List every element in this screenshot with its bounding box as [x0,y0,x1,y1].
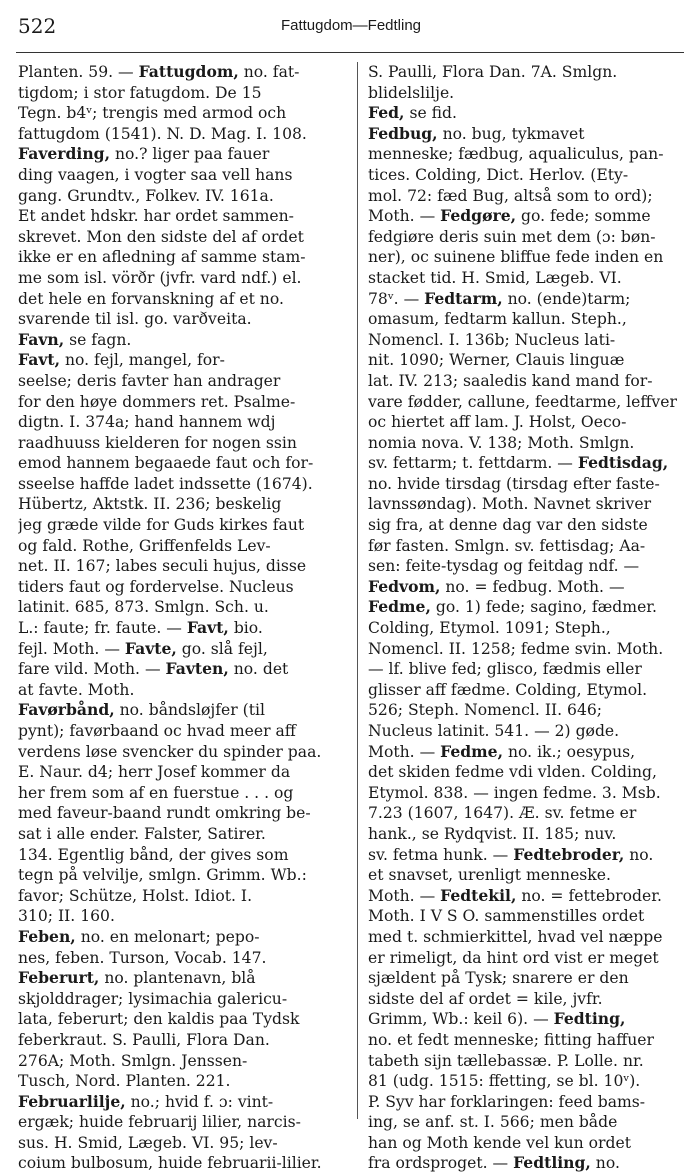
text-run: det hele en forvanskning af et no. [18,289,284,308]
text-run: no. = fettebroder. [516,886,662,905]
text-line [18,1030,347,1051]
text-run: digtn. I. 374a; hand hannem wdj [18,413,276,432]
text-line [368,989,684,1010]
text-line [368,350,684,371]
text-run: verdens løse svencker du spinder paa. [18,742,322,761]
text-run: Nucleus latinit. 541. — 2) gøde. [368,722,620,740]
text-line [368,247,684,268]
text-run: med faveur-baand rundt omkring be- [18,804,311,823]
text-line [18,515,347,536]
text-run: stacket tid. H. Smid, Lægeb. VI. [368,268,622,287]
text-line [368,186,684,207]
text-run: Etymol. 838. — ingen fedme. 3. Msb. [368,783,661,802]
text-line [18,845,347,866]
text-run: 81 (udg. 1515: ffetting, se bl. 10ᵛ). [368,1072,641,1091]
text-run: svarende til isl. go. varðveita. [18,310,252,329]
text-run: blidelsliljе. [368,83,455,102]
text-run: no.? liger paa fauer [110,145,270,164]
text-line [368,865,684,886]
text-run: Moth. — [368,886,441,905]
text-run: Colding, Etymol. 1091; Steph., [368,619,611,638]
text-line [18,165,347,186]
text-line [368,103,684,124]
running-head: Fattugdom—Fedtling [280,17,422,34]
text-run: tices. Colding, Dict. Herlov. (Ety- [368,165,629,184]
text-run: se fagn. [64,330,132,349]
text-line [18,144,347,165]
text-line [368,412,684,433]
text-run: skjolddrager; lysimachia galericu- [18,989,288,1008]
text-run: Hübertz, Aktstk. II. 236; beskelig [18,495,282,514]
text-run: go. slå fejl, [176,639,268,658]
text-line [368,268,684,289]
text-line [18,927,347,948]
text-run: ikke er en afledning af samme stam- [18,248,306,267]
text-line [368,906,684,927]
text-run: nit. 1090; Werner, Clauis linguæ [368,351,625,370]
text-run: gang. Grundtv., Folkev. IV. 161a. [18,186,274,205]
text-run: Moth. — [368,207,441,226]
header-rule [16,52,684,53]
text-run: net. II. 167; labes seculi hujus, disse [18,557,307,576]
text-run: sig fra, at denne dag var den sidste [368,516,648,535]
text-run: vare fødder, callune, feedtarme, leffver [368,392,677,411]
text-run: no. det [228,660,289,679]
text-run: no. [624,845,654,864]
text-run: Moth. — [368,742,441,761]
text-run: og fald. Rothe, Griffenfelds Lev- [18,536,271,555]
text-run: 78ᵛ. — [368,289,425,308]
text-line [368,762,684,783]
text-run: 7.23 (1607, 1647). Æ. sv. fetme er [368,804,637,823]
text-line [18,783,347,804]
text-run: Moth. I V S O. sammenstilles ordet [368,907,645,926]
text-line [18,1071,347,1092]
text-line [18,309,347,330]
text-line [18,865,347,886]
text-run: — lf. blive fed; glisco, fædmis eller [368,660,642,679]
text-line [368,927,684,948]
text-run: P. Syv har forklaringen: feed bams- [368,1092,646,1111]
text-line [18,742,347,763]
text-run: glisser aff fædme. Colding, Etymol. [368,680,648,699]
text-line [368,289,684,310]
text-run: omasum, fedtarm kallun. Steph., [368,310,627,329]
text-line [18,371,347,392]
headword: Faverding, [18,144,111,164]
text-line [368,639,684,660]
text-run: hank., se Rydqvist. II. 185; nuv. [368,824,617,843]
text-run: pynt); favørbaand oc hvad meer aff [18,722,296,740]
text-line [368,577,684,598]
text-run: tigdom; i stor fatugdom. De 15 [18,83,262,102]
headword: Fedvom, [368,576,441,596]
text-line [18,494,347,515]
text-line [368,165,684,186]
text-run: no. bug, tykmavet [437,124,585,143]
text-line [18,1112,347,1133]
text-run: raadhuuss kielderen for nogen ssin [18,433,297,452]
text-line [368,433,684,454]
text-line [18,659,347,680]
text-run: fra ordsproget. — [368,1154,514,1173]
text-run: lat. IV. 213; saaledis kand mand for- [368,371,653,390]
headword: Favt, [18,350,61,370]
text-run: no. = fedbug. Moth. — [440,577,625,596]
text-line [18,268,347,289]
text-run: fare vild. Moth. — [18,660,166,679]
text-run: no.; hvid f. ɔ: vint- [125,1092,274,1111]
text-line [368,309,684,330]
text-line [368,206,684,227]
text-run: sjældent på Tysk; snarere er den [368,969,629,988]
text-line [18,474,347,495]
text-run: fejl. Moth. — [18,639,125,658]
text-run: oc hiertet aff lam. J. Holst, Oeco- [368,413,627,432]
headword: Feben, [18,926,76,946]
text-line [368,392,684,413]
text-run: sen: feite-tysdag og feitdag ndf. — [368,557,640,576]
text-line [368,1112,684,1133]
text-line [368,680,684,701]
text-line [368,227,684,248]
text-line [368,700,684,721]
text-run: Tusch, Nord. Planten. 221. [18,1072,231,1091]
text-run: Et andet hdskr. har ordet sammen- [18,207,294,226]
text-line [18,453,347,474]
text-line [368,556,684,577]
text-run: go. 1) fede; sagino, fædmer. [430,598,657,617]
text-run: mol. 72: fæd Bug, altså som to ord); [368,186,653,205]
text-run: at favte. Moth. [18,680,135,699]
text-line [18,989,347,1010]
text-run: no. plantenavn, blå [99,969,256,988]
headword: Fedbug, [368,123,438,143]
text-line [18,1092,347,1113]
text-line [368,803,684,824]
headword: Fattugdom, [138,62,239,81]
headword: Fed, [368,103,405,123]
text-line [18,700,347,721]
text-run: er rimeligt, da hint ord vist er meget [368,948,659,967]
headword: Favørbånd, [18,700,115,720]
text-line [18,680,347,701]
headword: Fedtarm, [424,288,503,308]
text-run: no. hvide tirsdag (tirsdag efter faste- [368,474,660,493]
text-line [368,948,684,969]
text-run: sat i alle ender. Falster, Satirer. [18,824,266,843]
text-line [18,948,347,969]
headword: Favte, [124,638,177,658]
text-run: coium bulbosum, huide februarii-lilier. [18,1154,322,1173]
text-run: sidste del af ordet = kile, jvfr. [368,989,603,1008]
text-run: tabeth sijn tællebassæ. P. Lolle. nr. [368,1051,644,1070]
text-line [18,556,347,577]
text-line [368,494,684,515]
text-run: no. fat- [238,63,300,81]
text-run: ergæk; huide februarij lilier, narcis- [18,1113,301,1132]
page-header [18,14,684,44]
headword: Fedtling, [513,1153,591,1173]
text-run: sv. fettarm; t. fettdarm. — [368,454,578,473]
headword: Fedgøre, [440,206,517,226]
text-line [18,824,347,845]
text-run: ding vaagen, i vogter saa vell hans [18,165,293,184]
text-line [18,247,347,268]
text-run: go. fede; somme [516,207,651,226]
text-run: se fid. [404,104,457,123]
headword: Fedtebroder, [513,844,625,864]
text-line [18,577,347,598]
text-run: Nomencl. I. 136b; Nucleus lati- [368,330,616,349]
text-run: latinit. 685, 873. Smlgn. Sch. u. [18,598,269,617]
text-line [368,597,684,618]
text-line [18,886,347,907]
text-line [368,371,684,392]
text-run: ing, se anf. st. I. 566; men både [368,1113,618,1132]
text-line [18,103,347,124]
text-run: Tegn. b4ᵛ; trengis med armod och [18,104,287,123]
text-line [368,1092,684,1113]
text-line [18,597,347,618]
text-run: feberkraut. S. Paulli, Flora Dan. [18,1030,270,1049]
text-run: no. (ende)tarm; [502,289,631,308]
text-run: menneske; fædbug, aqualiculus, pan- [368,145,664,164]
text-line [368,1153,684,1174]
text-line [18,186,347,207]
text-line [368,62,684,83]
text-run: ner), oc suinene bliffue fede inden en [368,248,664,267]
headword: Fedme, [368,597,431,617]
text-line [368,536,684,557]
text-line [18,762,347,783]
text-line [18,639,347,660]
text-line [368,742,684,763]
text-line [18,392,347,413]
text-run: før fasten. Smlgn. sv. fettisdag; Aa- [368,536,646,555]
text-line [18,330,347,351]
text-run: me som isl. vörðr (jvfr. vard ndf.) el. [18,268,302,287]
text-run: fattugdom (1541). N. D. Mag. I. 108. [18,124,307,143]
text-run: sseelse haffde ladet indssette (1674). [18,474,313,493]
text-line [368,144,684,165]
text-line [18,227,347,248]
text-run: 526; Steph. Nomencl. II. 646; [368,701,603,720]
text-line [368,1009,684,1030]
text-line [18,206,347,227]
text-line [368,1071,684,1092]
right-column [368,62,684,1174]
headword: Favn, [18,329,65,349]
text-line [368,659,684,680]
text-run: sv. fetma hunk. — [368,845,514,864]
headword: Februarlilje, [18,1091,126,1111]
text-line [18,124,347,145]
text-run: nomia nova. V. 138; Moth. Smlgn. [368,433,635,452]
text-line [368,453,684,474]
text-run: Nomencl. II. 1258; fedme svin. Moth. [368,639,664,658]
text-run: L.: faute; fr. faute. — [18,619,187,638]
text-line [18,412,347,433]
text-run: S. Paulli, Flora Dan. 7A. Smlgn. [368,63,618,81]
text-line [18,1051,347,1072]
headword: Fedme, [440,741,504,761]
text-line [18,433,347,454]
text-line [18,968,347,989]
text-line [368,783,684,804]
text-run: no. et fedt menneske; fitting haffuer [368,1030,654,1049]
text-line [18,83,347,104]
text-line [368,124,684,145]
text-line [18,803,347,824]
text-line [368,474,684,495]
text-run: nes, feben. Turson, Vocab. 147. [18,948,267,967]
text-run: favor; Schütze, Holst. Idiot. I. [18,886,253,905]
text-run: no. ik.; oesypus, [503,742,636,761]
text-run: E. Naur. d4; herr Josef kommer da [18,763,291,782]
text-run: lavnssøndag). Moth. Navnet skriver [368,495,652,514]
text-line [18,1133,347,1154]
text-line [18,1153,347,1174]
text-run: emod hannem begaaede faut och for- [18,454,314,473]
text-line [18,62,347,83]
text-line [18,618,347,639]
text-line [18,289,347,310]
text-run: lata, feberurt; den kaldis paa Tydsk [18,1010,300,1029]
text-line [368,618,684,639]
headword: Fedting, [553,1009,626,1029]
headword: Favt, [186,618,229,638]
text-run: skrevet. Mon den sidste del af ordet [18,227,304,246]
text-run: Grimm, Wb.: keil 6). — [368,1010,554,1029]
text-run: 310; II. 160. [18,907,115,926]
text-run: for den høye dommers ret. Psalme- [18,392,296,411]
text-line [18,721,347,742]
text-line [368,1133,684,1154]
text-run: fedgiøre deris suin met dem (ɔ: bøn- [368,227,656,246]
text-run: sus. H. Smid, Lægeb. VI. 95; lev- [18,1133,278,1152]
headword: Favten, [165,659,229,679]
text-line [18,350,347,371]
text-line [368,515,684,536]
text-line [368,886,684,907]
text-line [368,83,684,104]
text-run: no. båndsløjfer (til [114,701,265,720]
column-divider [357,62,358,1119]
text-run: seelse; deris favter han andrager [18,371,281,390]
text-run: et snavset, urenligt menneske. [368,866,611,885]
text-line [368,721,684,742]
text-run: det skiden fedme vdi vlden. Colding, [368,763,657,782]
page-number: 522 [18,14,57,38]
text-run: no. fejl, mangel, for- [60,351,225,370]
text-run: 276A; Moth. Smlgn. Jenssen- [18,1051,248,1070]
text-run: han og Moth kende vel kun ordet [368,1133,631,1152]
left-column [18,62,347,1174]
text-line [368,824,684,845]
headword: Feberurt, [18,968,100,988]
text-line [368,845,684,866]
headword: Fedtisdag, [577,453,669,473]
text-run: jeg græde vilde for Guds kirkes faut [18,516,305,535]
headword: Fedtekil, [440,885,517,905]
text-run: Planten. 59. — [18,63,139,81]
text-run: 134. Egentlig bånd, der gives som [18,845,289,864]
text-run: med t. schmierkittel, hvad vel næppe [368,927,663,946]
text-run: bio. [228,619,263,638]
text-run: tiders faut og fordervelse. Nucleus [18,577,294,596]
text-run: no. en melonart; pepo- [75,927,260,946]
text-run: no. [590,1154,620,1173]
text-line [18,1009,347,1030]
text-line [368,1051,684,1072]
text-line [368,1030,684,1051]
text-line [18,906,347,927]
text-line [18,536,347,557]
text-line [368,330,684,351]
text-run: tegn på velvilje, smlgn. Grimm. Wb.: [18,866,307,885]
text-run: her frem som af en fuerstue . . . og [18,783,294,802]
text-line [368,968,684,989]
